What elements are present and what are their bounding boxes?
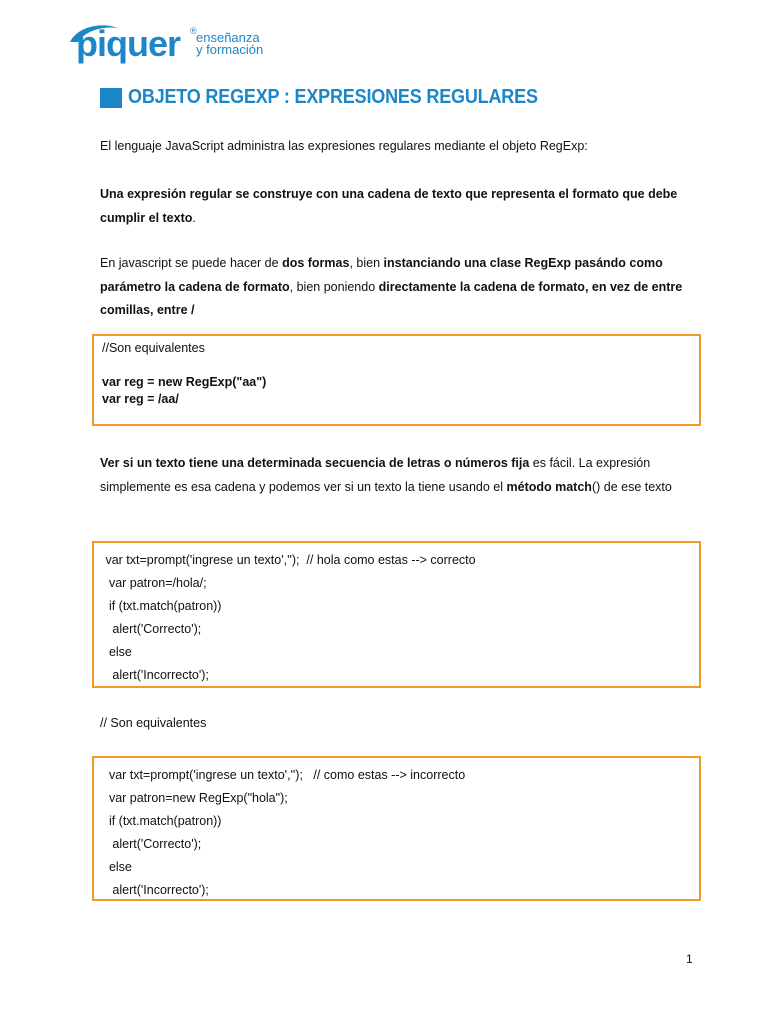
code-line: if (txt.match(patron))	[102, 814, 222, 828]
forms-text-2: , bien	[349, 256, 384, 270]
code-box-3	[92, 756, 701, 901]
logo-registered: ®	[190, 26, 197, 36]
logo-tagline-2: y formación	[196, 42, 264, 57]
logo-wordmark: piquer	[76, 23, 181, 64]
code-line: alert('Correcto');	[102, 837, 202, 851]
intro-paragraph: El lenguaje JavaScript administra las expresiones regulares mediante el objeto RegExp:	[100, 139, 588, 153]
code-line: else	[102, 860, 132, 874]
title-square-icon	[100, 88, 122, 108]
code-line: var reg = /aa/	[102, 392, 179, 406]
equivalent-comment: // Son equivalentes	[100, 716, 207, 730]
match-text-1: es fácil. La expresión simplemente es esa cadena y podemos ver si un texto la tiene usando el	[100, 456, 651, 494]
code-comment: //Son equivalentes	[102, 341, 205, 355]
code-line: var patron=new RegExp("hola");	[102, 791, 288, 805]
page-title: OBJETO REGEXP : EXPRESIONES REGULARES	[128, 86, 538, 108]
code-line: var txt=prompt('ingrese un texto',''); // hola como estas --> correcto	[102, 553, 476, 567]
definition-end: .	[192, 210, 196, 225]
code-box-2	[92, 541, 701, 688]
match-bold-2: método match	[506, 479, 592, 494]
code-line: alert('Incorrecto');	[102, 883, 209, 897]
logo-tagline-1: enseñanza	[196, 30, 260, 45]
code-line: alert('Correcto');	[102, 622, 202, 636]
match-bold-1: Ver si un texto tiene una determinada secuencia de letras o números fija	[100, 456, 530, 470]
piquer-logo	[68, 20, 268, 78]
code-line: var txt=prompt('ingrese un texto',''); // como estas --> incorrecto	[102, 768, 466, 782]
forms-bold-1: dos formas	[282, 256, 350, 270]
code-line: var reg = new RegExp("aa")	[102, 375, 267, 389]
code-line: var patron=/hola/;	[102, 576, 207, 590]
forms-text-1: En javascript se puede hacer de	[100, 256, 283, 270]
forms-bold-3: directamente la cadena de formato, en vez de entre comillas, entre /	[100, 279, 683, 317]
definition-bold: Una expresión regular se construye con una cadena de texto que representa el formato que debe cumplir el texto	[100, 187, 678, 225]
code-line: else	[102, 645, 132, 659]
page-number: 1	[686, 952, 693, 966]
match-paragraph	[100, 452, 690, 499]
definition-paragraph	[100, 183, 690, 230]
code-line: if (txt.match(patron))	[102, 599, 222, 613]
title-block	[100, 86, 583, 109]
forms-text-3: , bien poniendo	[289, 279, 379, 294]
match-text-2: () de ese texto	[591, 479, 672, 494]
code-box-1	[92, 334, 701, 426]
forms-bold-2: instanciando una clase RegExp pasándo como parámetro la cadena de formato	[100, 256, 663, 294]
forms-paragraph	[100, 252, 690, 323]
code-line: alert('Incorrecto');	[102, 668, 209, 682]
